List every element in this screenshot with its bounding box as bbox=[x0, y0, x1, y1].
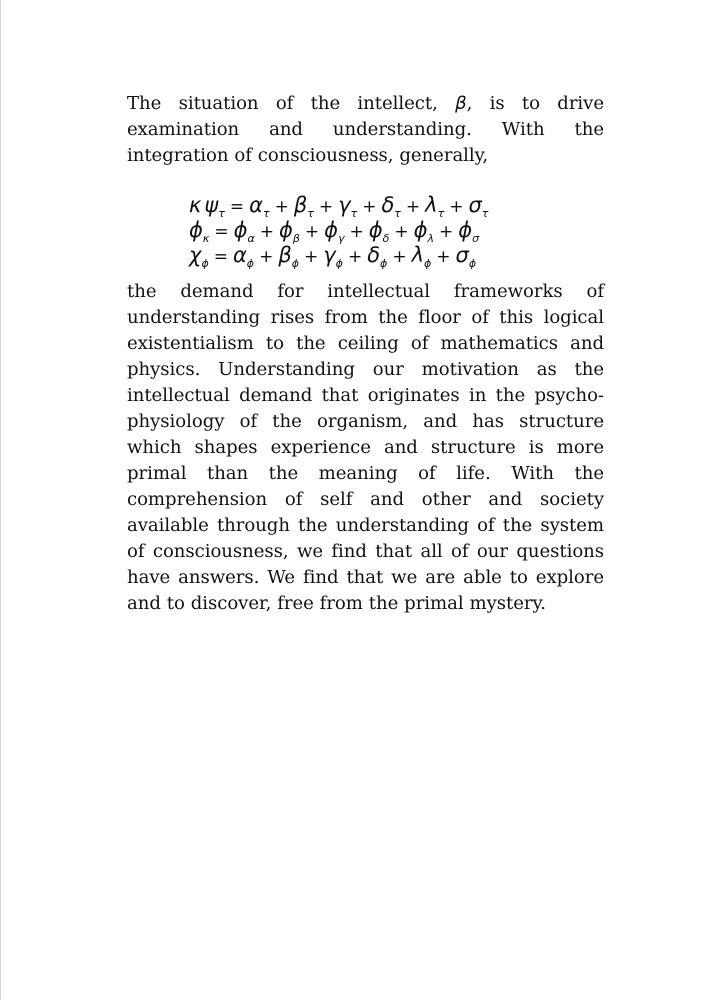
equation-subscript: β bbox=[292, 232, 300, 245]
equation-symbol: γ bbox=[323, 243, 336, 267]
plus-sign: + bbox=[304, 222, 320, 242]
plus-sign: + bbox=[318, 197, 334, 217]
equation-symbol: λ bbox=[425, 193, 438, 217]
equation-block bbox=[189, 193, 604, 268]
equation-symbol: ϕ bbox=[324, 218, 338, 242]
equation-symbol: γ bbox=[338, 193, 351, 217]
plus-sign: + bbox=[394, 222, 409, 242]
plus-sign: + bbox=[274, 197, 289, 217]
equation-subscript: τ bbox=[218, 207, 225, 220]
plus-sign: + bbox=[362, 197, 377, 217]
intro-text-before-symbol: The situation of the intellect, bbox=[127, 93, 456, 114]
equation-line bbox=[189, 193, 604, 218]
equation-subscript: α bbox=[247, 232, 255, 245]
equation-symbol: δ bbox=[367, 243, 381, 267]
page-edge-shadow bbox=[0, 0, 1, 1000]
plus-sign: + bbox=[349, 222, 364, 242]
equation-symbol: ϕ bbox=[368, 218, 383, 242]
equals-sign: = bbox=[214, 222, 229, 242]
equation-subscript: ϕ bbox=[468, 257, 477, 270]
equation-symbol: ϕ bbox=[458, 218, 473, 242]
equation-symbol: δ bbox=[381, 193, 395, 217]
equation-subscript: τ bbox=[307, 207, 314, 220]
equation-subscript: τ bbox=[437, 207, 445, 220]
equation-subscript: ϕ bbox=[424, 257, 432, 270]
equation-symbol: κ bbox=[189, 193, 202, 217]
intro-paragraph bbox=[127, 91, 604, 169]
equation-subscript: ϕ bbox=[246, 257, 255, 270]
equation-subscript: τ bbox=[262, 207, 270, 220]
equals-sign: = bbox=[213, 247, 228, 267]
plus-sign: + bbox=[259, 222, 274, 242]
plus-sign: + bbox=[392, 247, 407, 267]
plus-sign: + bbox=[347, 247, 363, 267]
plus-sign: + bbox=[438, 222, 454, 242]
equation-symbol: ϕ bbox=[413, 218, 428, 242]
equation-symbol: α bbox=[232, 243, 247, 267]
equation-subscript: τ bbox=[481, 207, 489, 220]
equation-symbol: σ bbox=[455, 243, 469, 267]
equation-subscript: κ bbox=[202, 232, 210, 245]
equation-symbol: α bbox=[249, 193, 263, 217]
equation-subscript: τ bbox=[350, 207, 358, 220]
equation-subscript: τ bbox=[394, 207, 401, 220]
equation-symbol: λ bbox=[411, 243, 424, 267]
intro-text-after-symbol: , is to drive examination and understanding. With the integration of consciousness, generally, bbox=[127, 93, 604, 166]
equation-line bbox=[189, 243, 604, 268]
equation-symbol: χ bbox=[189, 243, 202, 267]
plus-sign: + bbox=[449, 197, 464, 217]
equation-symbol: ϕ bbox=[189, 218, 203, 242]
document-page bbox=[127, 91, 604, 617]
equation-subscript: ϕ bbox=[291, 257, 299, 270]
equation-symbol: ϕ bbox=[278, 218, 293, 242]
equation-subscript: δ bbox=[382, 232, 390, 245]
equation-symbol: ψ bbox=[204, 193, 219, 217]
plus-sign: + bbox=[436, 247, 451, 267]
equals-sign: = bbox=[229, 197, 245, 217]
plus-sign: + bbox=[303, 247, 319, 267]
equation-line bbox=[189, 218, 604, 243]
equation-subscript: ϕ bbox=[201, 257, 209, 270]
equation-subscript: γ bbox=[337, 232, 345, 245]
equation-subscript: ϕ bbox=[335, 257, 343, 270]
equation-symbol: ϕ bbox=[233, 218, 248, 242]
equation-symbol: β bbox=[293, 193, 308, 217]
plus-sign: + bbox=[259, 247, 274, 267]
beta-symbol: β bbox=[455, 93, 467, 114]
equation-symbol: β bbox=[278, 243, 292, 267]
body-paragraph: the demand for intellectual frameworks of understanding rises from the floor of this logical existentialism to the ceiling of mathematics and physics. Understanding our motivation as the intellectual demand that originates in the psycho-physiology of the organism, and has structure which shapes experience and structure is more primal than the meaning of life. With the comprehension of self and other and society available through the understanding of the system of consciousness, we find that all of our questions have answers. We find that we are able to explore and to discover, free from the primal mystery. bbox=[127, 281, 604, 614]
equation-subscript: λ bbox=[427, 232, 434, 245]
plus-sign: + bbox=[405, 197, 421, 217]
equation-subscript: ϕ bbox=[380, 257, 388, 270]
equation-symbol: σ bbox=[468, 193, 482, 217]
equation-subscript: σ bbox=[472, 232, 480, 245]
